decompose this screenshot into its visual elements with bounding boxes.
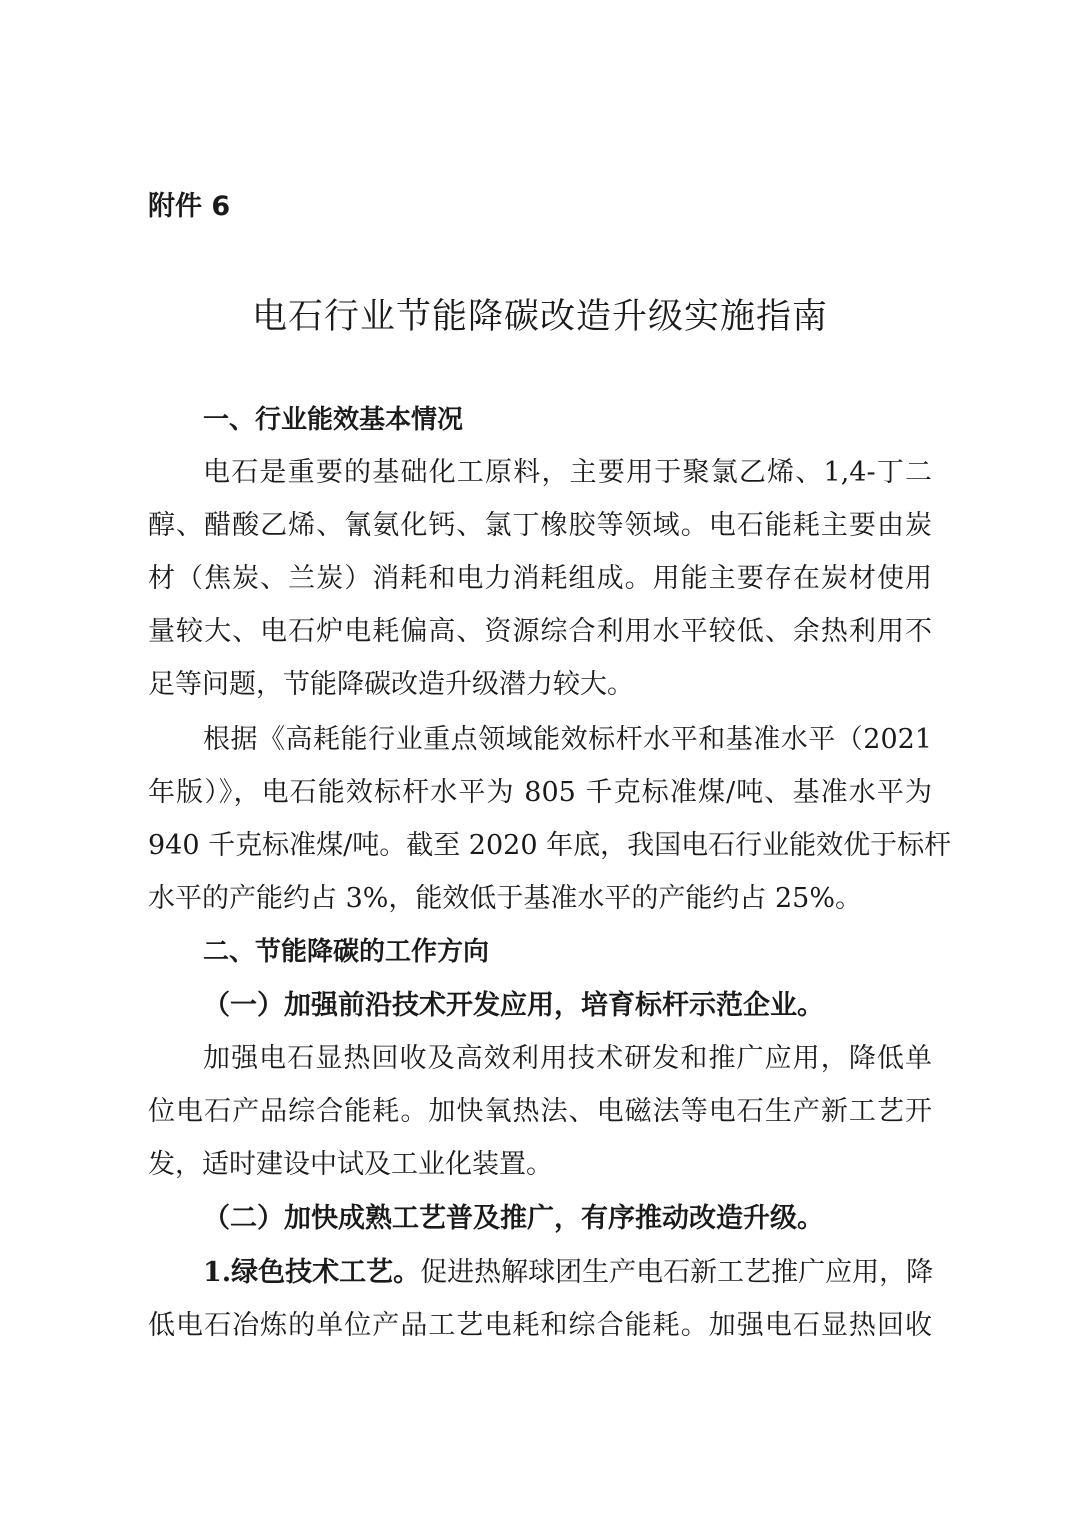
subsection-heading-2: （二）加快成熟工艺普及推广，有序推动改造升级。	[203, 1203, 824, 1234]
paragraph-line: 量较大、电石炉电耗偏高、资源综合利用水平较低、余热利用不	[148, 616, 932, 647]
paragraph-line: 醇、醋酸乙烯、氰氨化钙、氯丁橡胶等领域。电石能耗主要由炭	[148, 510, 932, 541]
item-text: 促进热解球团生产电石新工艺推广应用，降	[420, 1257, 934, 1288]
page-title: 电石行业节能降碳改造升级实施指南	[251, 297, 828, 337]
paragraph-line: 电石是重要的基础化工原料，主要用于聚氯乙烯、1,4-丁二	[203, 457, 932, 488]
list-item-line	[203, 1247, 932, 1299]
paragraph-line: 发，适时建设中试及工业化装置。	[148, 1149, 553, 1180]
item-label: 1.绿色技术工艺。	[203, 1257, 421, 1288]
paragraph-line: 年版）》，电石能效标杆水平为 805 千克标准煤/吨、基准水平为	[148, 777, 932, 808]
paragraph-line: 根据《高耗能行业重点领域能效标杆水平和基准水平（2021	[203, 724, 932, 755]
paragraph-line: 940 千克标准煤/吨。截至 2020 年底，我国电石行业能效优于标杆	[148, 830, 952, 861]
paragraph-line: 低电石冶炼的单位产品工艺电耗和综合能耗。加强电石显热回收	[148, 1310, 932, 1341]
subsection-heading-1: （一）加强前沿技术开发应用，培育标杆示范企业。	[203, 990, 824, 1021]
paragraph-line: 材（焦炭、兰炭）消耗和电力消耗组成。用能主要存在炭材使用	[148, 563, 932, 594]
paragraph-line: 加强电石显热回收及高效利用技术研发和推广应用，降低单	[203, 1043, 932, 1074]
section-heading-2: 二、节能降碳的工作方向	[203, 937, 490, 967]
section-heading-1: 一、行业能效基本情况	[203, 405, 464, 435]
paragraph-line: 足等问题，节能降碳改造升级潜力较大。	[148, 669, 634, 700]
paragraph-line: 水平的产能约占 3%，能效低于基准水平的产能约占 25%。	[148, 883, 863, 914]
paragraph-line: 位电石产品综合能耗。加快氧热法、电磁法等电石生产新工艺开	[148, 1096, 932, 1127]
attachment-label: 附件 6	[148, 191, 231, 222]
